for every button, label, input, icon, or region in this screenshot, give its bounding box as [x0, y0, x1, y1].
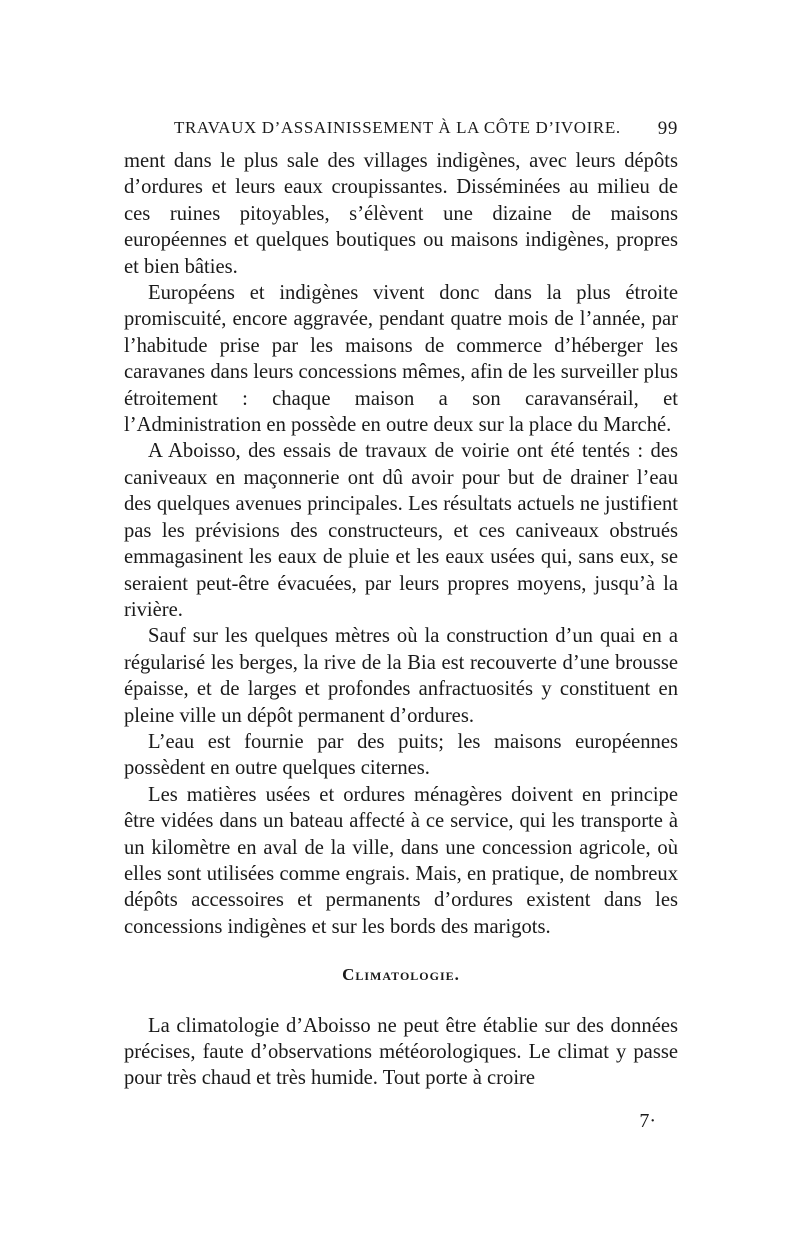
body-text: [124, 148, 678, 1092]
section-heading: Climatologie.: [342, 965, 460, 985]
paragraph-continued: ment dans le plus sale des villages indigènes, avec leurs dépôts d’ordures et leurs eaux croupissantes. Disséminées au milieu de ces ruines pitoyables, s’élèvent une dizaine de maisons européennes et quelques boutiques ou maisons indigènes, propres et bien bâties.: [124, 150, 678, 278]
signature-mark: 7·: [639, 1109, 656, 1132]
paragraph: Sauf sur les quelques mètres où la construction d’un quai en a régularisé les berges, la rive de la Bia est recouverte d’une brousse épaisse, et de larges et profondes anfractuosités y constituent en pleine ville un dépôt permanent d’ordures.: [124, 625, 678, 727]
paragraph: La climatologie d’Aboisso ne peut être établie sur des données précises, faute d’observations météorologiques. Le climat y passe pour très chaud et très humide. Tout porte à croire: [124, 1014, 678, 1090]
running-head: [124, 118, 678, 148]
paragraph: A Aboisso, des essais de travaux de voirie ont été tentés : des caniveaux en maçonnerie ont dû avoir pour but de drainer l’eau des quelques avenues principales. Les résultats actuels ne justifient pas les prévisions des constructeurs, et ces caniveaux obstrués emmagasinent les eaux de pluie et les eaux usées qui, sans eux, se seraient peut-être évacuées, par leurs propres moyens, jusqu’à la rivière.: [124, 440, 678, 621]
running-title: TRAVAUX D’ASSAINISSEMENT À LA CÔTE D’IVOIRE.: [174, 118, 621, 137]
paragraph: Les matières usées et ordures ménagères doivent en principe être vidées dans un bateau affecté à ce service, qui les transporte à un kilomètre en aval de la ville, dans une concession agricole, où elles sont utilisées comme engrais. Mais, en pratique, de nombreux dépôts accessoires et permanents d’ordures existent dans les concessions indigènes et sur les bords des marigots.: [124, 783, 678, 938]
book-page: [124, 118, 678, 1133]
paragraph: Européens et indigènes vivent donc dans la plus étroite promiscuité, encore aggravée, pendant quatre mois de l’année, par l’habitude prise par les maisons de commerce d’héberger les caravanes dans leurs concessions mêmes, afin de les surveiller plus étroitement : chaque maison a son caravansérail, et l’Administration en possède en outre deux sur la place du Marché.: [124, 282, 678, 437]
page-number: 99: [657, 118, 678, 139]
paragraph: L’eau est fournie par des puits; les maisons européennes possèdent en outre quelques citernes.: [124, 730, 678, 780]
